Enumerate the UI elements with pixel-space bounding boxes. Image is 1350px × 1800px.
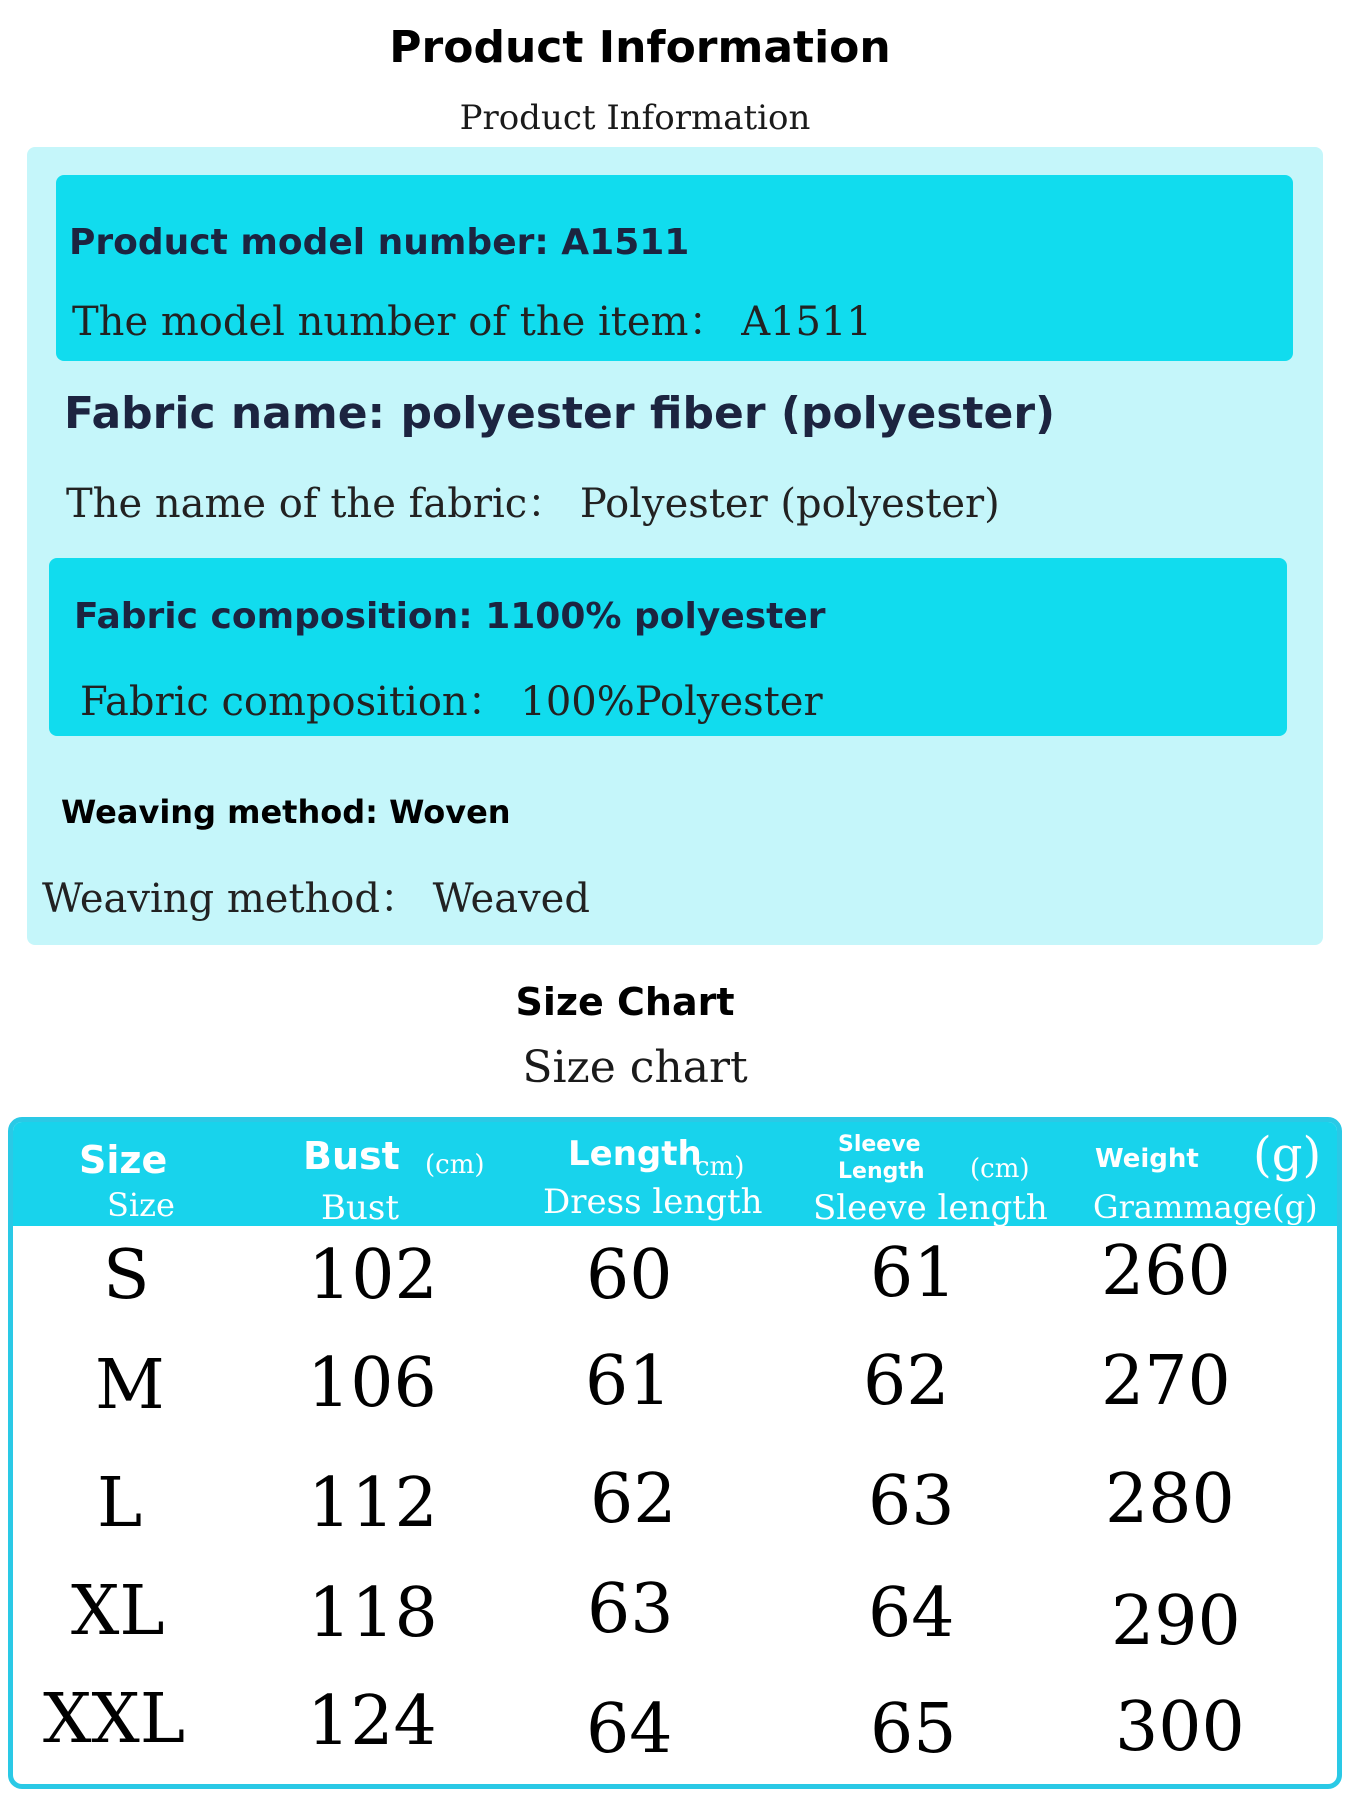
- header-sleeve-unit: (cm): [970, 1154, 1030, 1184]
- size-chart-title: Size Chart: [515, 980, 735, 1024]
- header-length: Length: [568, 1134, 702, 1174]
- page-subtitle: Product Information: [459, 98, 811, 138]
- cell-weight: 270: [1101, 1342, 1231, 1421]
- header-size: Size: [79, 1138, 168, 1182]
- cell-sleeve: 63: [868, 1462, 955, 1541]
- cell-length: 62: [590, 1460, 677, 1539]
- cell-length: 64: [586, 1690, 673, 1769]
- cell-size: XL: [71, 1572, 165, 1651]
- cell-sleeve: 61: [870, 1234, 957, 1313]
- cell-sleeve: 62: [863, 1342, 950, 1421]
- cell-size: XXL: [43, 1680, 185, 1759]
- size-chart-subtitle: Size chart: [522, 1042, 748, 1093]
- fabric-name-description: The name of the fabric： Polyester (polyester): [66, 481, 1000, 527]
- cell-bust: 106: [307, 1344, 437, 1423]
- fabric-composition-title: Fabric composition: 1100% polyester: [74, 596, 826, 637]
- cell-size: L: [97, 1464, 143, 1543]
- cell-weight: 290: [1111, 1582, 1241, 1661]
- cell-weight: 300: [1115, 1688, 1245, 1767]
- header-length-unit: cm): [695, 1152, 745, 1182]
- page-title: Product Information: [389, 22, 891, 73]
- cell-length: 60: [586, 1236, 673, 1315]
- fabric-composition-description: Fabric composition： 100%Polyester: [80, 679, 823, 725]
- cell-bust: 102: [308, 1236, 438, 1315]
- model-number-title: Product model number: A1511: [69, 222, 690, 263]
- header-size-sub: Size: [107, 1186, 175, 1224]
- header-sleeve-line1: Sleeve: [838, 1132, 921, 1157]
- header-bust: Bust: [303, 1134, 400, 1178]
- header-weight-unit: (g): [1253, 1127, 1322, 1183]
- cell-sleeve: 65: [870, 1690, 957, 1769]
- cell-weight: 280: [1105, 1460, 1235, 1539]
- fabric-name-title: Fabric name: polyester fiber (polyester): [64, 388, 1056, 439]
- cell-size: M: [95, 1346, 165, 1425]
- cell-bust: 112: [308, 1464, 438, 1543]
- header-length-sub: Dress length: [543, 1182, 763, 1222]
- cell-bust: 124: [307, 1682, 437, 1761]
- cell-length: 63: [587, 1570, 674, 1649]
- header-bust-unit: (cm): [425, 1150, 485, 1180]
- model-number-description: The model number of the item： A1511: [72, 299, 872, 345]
- header-sleeve-sub: Sleeve length: [813, 1188, 1048, 1228]
- header-weight-sub: Grammage(g): [1093, 1188, 1318, 1226]
- cell-length: 61: [585, 1342, 672, 1421]
- weaving-method-description: Weaving method： Weaved: [42, 876, 590, 922]
- weaving-method-title: Weaving method: Woven: [61, 793, 511, 831]
- header-sleeve-line2: Length: [838, 1159, 925, 1184]
- cell-sleeve: 64: [868, 1574, 955, 1653]
- header-weight: Weight: [1095, 1144, 1199, 1174]
- cell-size: S: [103, 1236, 150, 1315]
- header-bust-sub: Bust: [321, 1188, 399, 1228]
- size-table: [8, 1117, 1342, 1789]
- cell-weight: 260: [1101, 1232, 1231, 1311]
- size-table-header: [13, 1122, 1337, 1226]
- cell-bust: 118: [308, 1574, 438, 1653]
